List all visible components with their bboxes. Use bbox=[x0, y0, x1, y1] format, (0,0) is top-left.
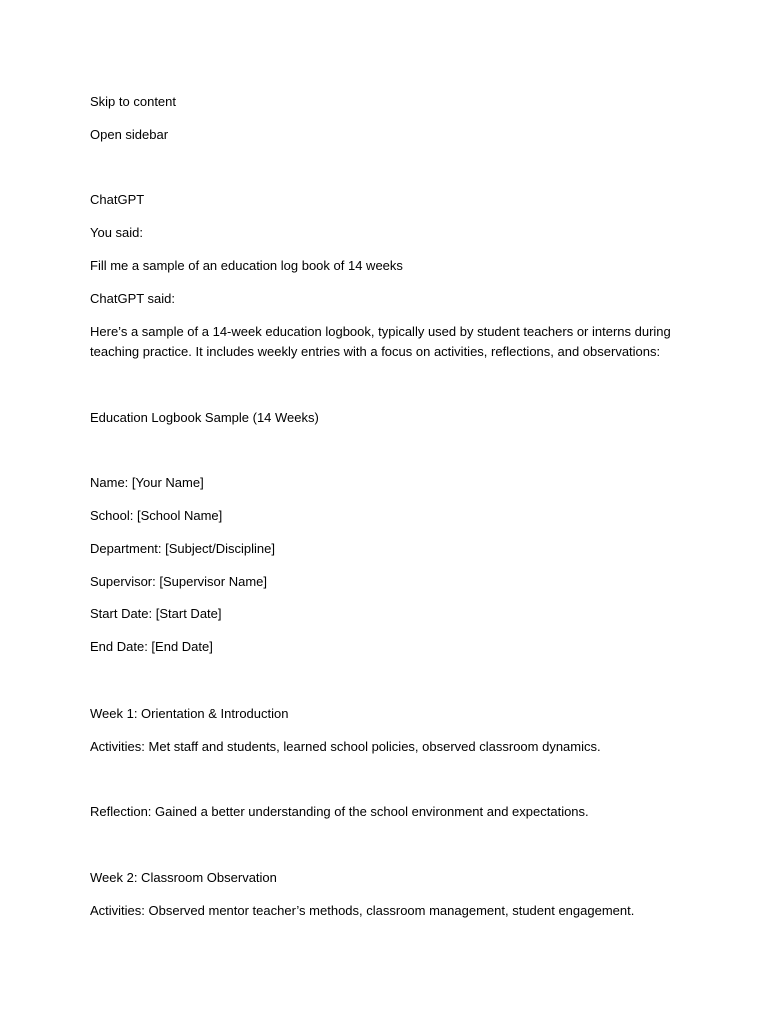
field-school: School: [School Name] bbox=[90, 508, 223, 523]
assistant-label: ChatGPT said: bbox=[90, 291, 176, 306]
user-message: Fill me a sample of an education log book of 14 weeks bbox=[90, 258, 403, 273]
week-1-activities: Activities: Met staff and students, learned school policies, observed classroom dynamics. bbox=[90, 739, 601, 754]
logbook-title: Education Logbook Sample (14 Weeks) bbox=[90, 410, 319, 425]
week-1-heading: Week 1: Orientation & Introduction bbox=[90, 706, 289, 721]
week-2-heading: Week 2: Classroom Observation bbox=[90, 870, 277, 885]
field-name: Name: [Your Name] bbox=[90, 475, 204, 490]
open-sidebar-link[interactable]: Open sidebar bbox=[90, 127, 169, 142]
week-1-reflection: Reflection: Gained a better understanding of the school environment and expectations. bbox=[90, 804, 589, 819]
field-start-date: Start Date: [Start Date] bbox=[90, 606, 222, 621]
field-department: Department: [Subject/Discipline] bbox=[90, 541, 275, 556]
app-name: ChatGPT bbox=[90, 192, 145, 207]
field-end-date: End Date: [End Date] bbox=[90, 639, 213, 654]
user-label: You said: bbox=[90, 225, 144, 240]
skip-to-content-link[interactable]: Skip to content bbox=[90, 94, 176, 109]
field-supervisor: Supervisor: [Supervisor Name] bbox=[90, 574, 268, 589]
intro-paragraph: Here’s a sample of a 14-week education logbook, typically used by student teachers or interns during teaching practice. It includes weekly entries with a focus on activities, reflections, and observations: bbox=[90, 324, 671, 359]
week-2-activities: Activities: Observed mentor teacher’s methods, classroom management, student engagement. bbox=[90, 903, 635, 918]
